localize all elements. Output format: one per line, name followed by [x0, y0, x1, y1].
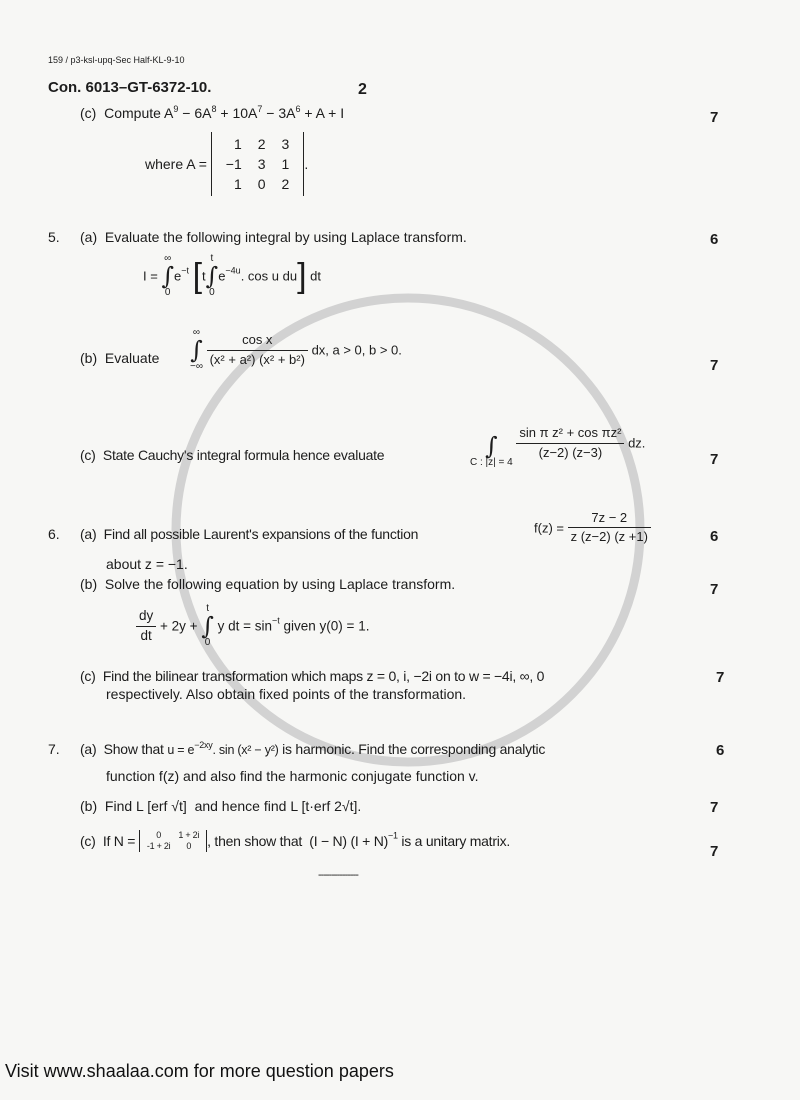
integral-sign: ∫ — [161, 262, 174, 290]
q6a-line2: about z = −1. — [106, 556, 188, 572]
label: (b) — [80, 350, 98, 366]
q6-number: 6. — [48, 526, 60, 542]
q7b — [80, 799, 361, 813]
cell: 1 — [233, 136, 242, 152]
cell: 2 — [257, 136, 266, 152]
label: (c) — [80, 105, 97, 121]
marks: 6 — [710, 528, 719, 545]
cell: 2 — [281, 176, 290, 192]
cell: 3 — [281, 136, 290, 152]
denominator: z (z−2) (z +1) — [570, 529, 648, 545]
marks: 7 — [710, 581, 719, 598]
t: y dt = sin — [217, 618, 273, 634]
lim: t — [206, 603, 209, 614]
t: . sin (x² − y²) — [212, 743, 279, 757]
marks: 7 — [716, 669, 725, 686]
t: dz. — [628, 435, 646, 451]
q6a-function — [534, 511, 651, 545]
end-rule: --------------- — [318, 869, 358, 881]
label: (a) — [80, 526, 97, 542]
denominator: dt — [140, 627, 152, 643]
text: Find all possible Laurent's expansions of the function — [103, 526, 419, 542]
t: If N = — [102, 833, 136, 849]
t: u = e — [167, 743, 195, 757]
text: Evaluate the following integral by using Laplace transform. — [104, 229, 467, 245]
integral-sign: ∫ — [485, 432, 498, 460]
cell: 0 — [257, 176, 266, 192]
exp: −2xy — [194, 740, 213, 750]
exp: −t — [272, 615, 280, 626]
matrix-a — [145, 132, 308, 196]
q6c-line2: respectively. Also obtain fixed points of the transformation. — [106, 686, 467, 702]
text: Solve the following equation by using Laplace transform. — [104, 576, 456, 592]
q6b — [80, 577, 455, 591]
footer-text: Visit www.shaalaa.com for more question papers — [5, 1061, 394, 1081]
q5-number: 5. — [48, 229, 60, 245]
lim: ∞ — [192, 327, 201, 338]
t: given y(0) = 1. — [279, 618, 370, 634]
t: L [t·erf 2√t]. — [290, 798, 362, 814]
text: Evaluate — [104, 350, 160, 366]
code-line: 159 / p3-ksl-upq-Sec Half-KL-9-10 — [48, 55, 185, 65]
q6a — [80, 527, 418, 541]
marks: 7 — [710, 799, 719, 816]
text: State Cauchy's integral formula hence evaluate — [102, 447, 385, 463]
text: Compute A — [104, 105, 174, 121]
integral-sign: ∫ — [190, 336, 203, 364]
cell: 0 — [186, 841, 192, 851]
text: Find the bilinear transformation which maps z = 0, i, −2i on to w = −4i, ∞, 0 — [102, 668, 545, 684]
q5b-integral — [190, 328, 402, 372]
q5a-integral — [143, 254, 321, 298]
marks: 7 — [710, 843, 719, 860]
label: (a) — [80, 741, 97, 757]
matrix — [139, 830, 207, 852]
q6b-equation — [136, 604, 369, 648]
t: is a unitary matrix. — [401, 833, 510, 849]
exp: 6 — [295, 104, 301, 114]
fraction — [516, 426, 624, 460]
exp: 9 — [173, 104, 179, 114]
q5c — [80, 448, 384, 462]
numerator: dy — [136, 609, 156, 627]
q5b-label — [80, 351, 159, 365]
t: . cos u du — [240, 268, 298, 284]
q4c — [80, 106, 344, 120]
t: is harmonic. Find the corresponding analytic — [282, 741, 546, 757]
numerator: sin π z² + cos πz² — [516, 426, 624, 443]
page-number: 2 — [358, 81, 367, 98]
exp: −t — [181, 265, 189, 276]
t: Show that — [103, 741, 164, 757]
marks: 6 — [716, 742, 725, 759]
cell: 1 — [233, 176, 242, 192]
cell: 1 + 2i — [178, 830, 200, 840]
marks: 7 — [710, 109, 719, 126]
t: − 3A — [262, 105, 296, 121]
cell: 1 — [281, 156, 290, 172]
t: , then show that — [207, 833, 302, 849]
exp: 8 — [211, 104, 217, 114]
t: e — [218, 268, 226, 284]
cell: -1 + 2i — [146, 841, 171, 851]
lim: ∞ — [164, 253, 172, 264]
matrix — [211, 132, 305, 196]
exp: 7 — [257, 104, 263, 114]
integral-sign: ∫ — [205, 262, 219, 290]
denominator: (x² + a²) (x² + b²) — [209, 351, 305, 367]
bracket-icon: [ — [192, 257, 203, 295]
cell: 0 — [156, 830, 161, 840]
t: and hence find — [194, 798, 287, 814]
t: e — [173, 268, 182, 284]
lim: t — [210, 253, 214, 264]
q6c — [80, 669, 544, 683]
numerator: 7z − 2 — [568, 511, 651, 528]
cell: −1 — [225, 156, 242, 172]
fraction — [136, 609, 156, 644]
fraction — [207, 333, 308, 367]
label: (c) — [80, 668, 96, 684]
q5a — [80, 230, 467, 244]
contour: C : |z| = 4 — [470, 457, 513, 468]
bracket-icon: ] — [297, 257, 307, 295]
t: + A + I — [300, 105, 345, 121]
label: (b) — [80, 576, 98, 592]
exp: −4u — [225, 265, 241, 276]
t: + 2y + — [160, 618, 198, 634]
numerator: cos x — [207, 333, 308, 350]
t: L [erf √t] — [136, 798, 187, 814]
label: (c) — [80, 833, 96, 849]
q7c — [80, 830, 510, 852]
paper-code: Con. 6013–GT-6372-10. — [48, 79, 212, 96]
marks: 7 — [710, 357, 719, 374]
lim: 0 — [204, 637, 211, 648]
label: (c) — [80, 447, 96, 463]
q5c-integral — [470, 425, 646, 468]
lim: 0 — [164, 287, 171, 298]
t: − 6A — [178, 105, 212, 121]
lim: −∞ — [190, 361, 203, 372]
where: where A = — [145, 156, 207, 172]
marks: 7 — [710, 451, 719, 468]
t: I = — [143, 268, 158, 284]
label: (b) — [80, 798, 98, 814]
label: (a) — [80, 229, 98, 245]
fraction — [568, 511, 651, 545]
t: dx, a > 0, b > 0. — [311, 342, 402, 358]
q7a-line2: function f(z) and also find the harmonic conjugate function v. — [106, 768, 479, 784]
integral-sign: ∫ — [201, 612, 214, 640]
cell: 3 — [257, 156, 266, 172]
t: f(z) = — [534, 520, 564, 536]
exp: −1 — [387, 830, 398, 841]
marks: 6 — [710, 231, 719, 248]
t: + 10A — [216, 105, 258, 121]
lim: 0 — [209, 287, 215, 298]
t: . — [304, 156, 309, 172]
t: t — [202, 268, 206, 284]
q7a — [80, 742, 545, 757]
t: (I − N) (I + N) — [309, 833, 388, 849]
q7-number: 7. — [48, 741, 60, 757]
denominator: (z−2) (z−3) — [538, 444, 603, 460]
t: Find — [104, 798, 133, 814]
t: dt — [310, 268, 321, 284]
